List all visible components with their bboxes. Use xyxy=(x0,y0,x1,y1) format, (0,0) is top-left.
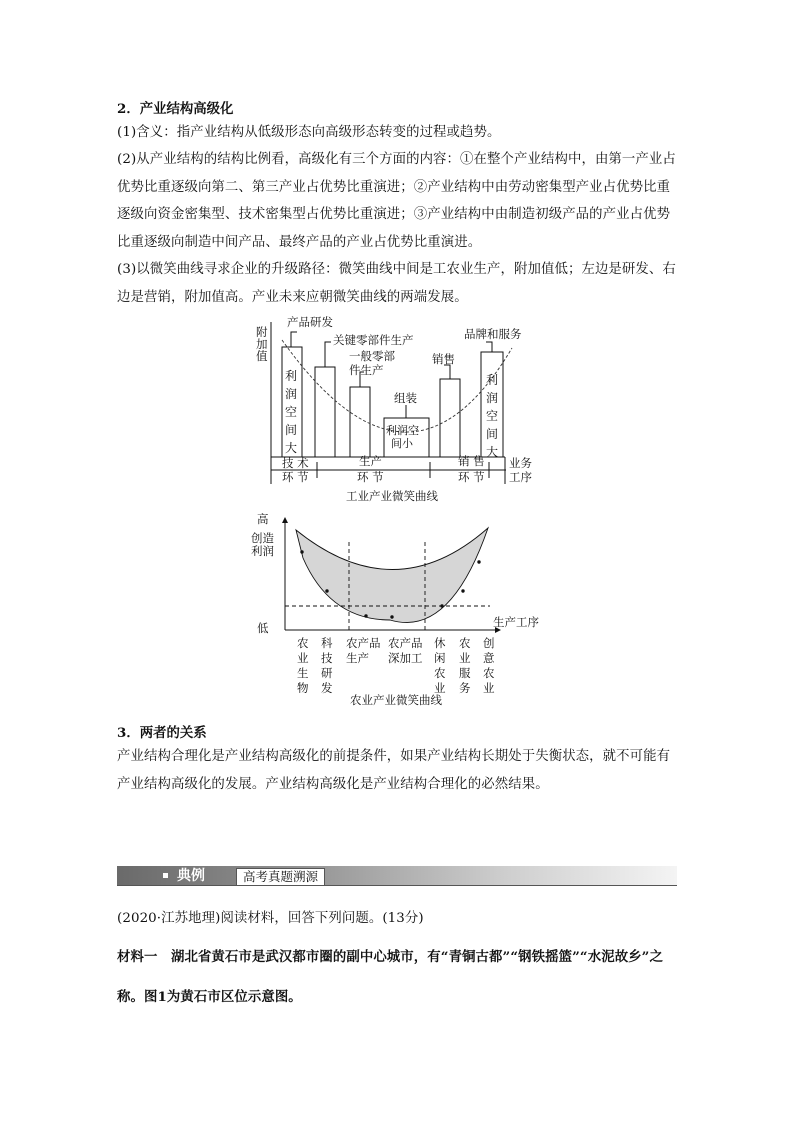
curve-point xyxy=(461,589,464,592)
category-label: 生 xyxy=(297,666,309,680)
bar-inner-text: 大 xyxy=(486,445,499,459)
bar-label: 关键零部件生产 xyxy=(333,333,414,347)
bar-inner-text: 润 xyxy=(285,387,298,401)
bar-inner-text: 利 xyxy=(486,373,499,387)
segment-label: 生产 xyxy=(359,454,382,468)
bar-label: 一般零部 xyxy=(349,349,395,363)
curve-point xyxy=(325,589,328,592)
bar-inner-text: 利 xyxy=(285,369,298,383)
industrial-smile-curve-figure xyxy=(250,312,550,504)
category-label: 农产品 xyxy=(346,636,381,650)
paragraph: (2)从产业结构的结构比例看，高级化有三个方面的内容：①在整个产业结构中，由第一产业占优势比重逐级向第二、第三产业占优势比重演进；②产业结构中由劳动密集型产业占优势比重逐级向资金密集型、技术密集型占优势比重演进；③产业结构中由制造初级产品的产业占优势比重逐级向制造中间产品、最终产品的产业占优势比重演进。 xyxy=(117,152,676,250)
paragraph: (1)含义：指产业结构从低级形态向高级形态转变的过程或趋势。 xyxy=(117,125,501,140)
question-intro: (2020·江苏地理)阅读材料，回答下列问题。(13分) xyxy=(117,911,424,926)
banner-tag: 高考真题溯源 xyxy=(236,868,325,886)
curve-point xyxy=(477,560,480,563)
bullet-icon xyxy=(163,873,168,878)
category-label: 农 xyxy=(297,636,309,650)
agricultural-smile-curve-figure xyxy=(246,506,556,712)
material-text: 材料一 湖北省黄石市是武汉都市圈的副中心城市，有“青铜古都”“钢铁摇篮”“水泥故乡”之称。图1为黄石市区位示意图。 xyxy=(117,949,663,1005)
category-label: 务 xyxy=(459,681,471,695)
category-label: 物 xyxy=(297,681,309,695)
category-label: 科 xyxy=(321,636,333,650)
segment-label: 技 术 xyxy=(282,456,309,470)
example-banner xyxy=(117,866,677,886)
figure-caption: 农业产业微笑曲线 xyxy=(350,693,442,707)
segment-label: 工序 xyxy=(509,470,532,484)
segment-label: 环 节 xyxy=(282,470,309,484)
category-label: 业 xyxy=(297,651,309,665)
bar-inner-text: 大 xyxy=(285,441,298,455)
profit-band xyxy=(296,528,488,623)
bar-label: 销售 xyxy=(432,352,455,366)
category-label: 闲 xyxy=(434,651,446,665)
segment-label: 环 节 xyxy=(458,470,485,484)
category-label: 发 xyxy=(321,681,333,695)
y-axis-label: 附 xyxy=(256,325,268,339)
segment-label: 业务 xyxy=(509,456,532,470)
section-heading: 3．两者的关系 xyxy=(117,725,207,741)
bar-label: 品牌和服务 xyxy=(464,327,522,341)
high-label: 高 xyxy=(257,512,269,526)
x-axis-label: 生产工序 xyxy=(493,615,539,629)
curve-point xyxy=(364,614,367,617)
category-label: 业 xyxy=(459,651,471,665)
bar-label: 产品研发 xyxy=(287,315,333,329)
low-label: 低 xyxy=(257,621,269,635)
banner-title: 典例 xyxy=(177,868,205,884)
category-label: 创 xyxy=(483,636,495,650)
bar-inner-text: 空 xyxy=(486,409,499,423)
category-label: 休 xyxy=(434,636,446,650)
category-label: 农 xyxy=(459,636,471,650)
segment-label: 销 售 xyxy=(458,454,485,468)
paragraph: 产业结构合理化是产业结构高级化的前提条件，如果产业结构长期处于失衡状态，就不可能有产业结构高级化的发展。产业结构高级化是产业结构合理化的必然结果。 xyxy=(117,749,671,792)
bar-inner-text: 利润空 xyxy=(386,424,419,437)
bar-inner-text: 间 xyxy=(486,427,499,441)
bar-inner-text: 间小 xyxy=(391,437,413,450)
curve-point xyxy=(300,550,303,553)
curve-point xyxy=(390,615,393,618)
category-label: 研 xyxy=(321,666,333,680)
category-label: 意 xyxy=(483,651,495,665)
bar-label: 组装 xyxy=(394,391,417,405)
category-label: 业 xyxy=(483,681,495,695)
bar-inner-text: 间 xyxy=(285,423,298,437)
category-label: 生产 xyxy=(346,651,369,665)
figure-caption: 工业产业微笑曲线 xyxy=(346,489,438,503)
y-axis-label: 值 xyxy=(256,349,268,363)
category-label: 业 xyxy=(434,681,446,695)
category-label: 深加工 xyxy=(388,651,423,665)
y-axis-label: 加 xyxy=(256,337,268,351)
profit-label: 利润 xyxy=(251,544,274,558)
profit-label: 创造 xyxy=(251,531,274,545)
bar-inner-text: 空 xyxy=(285,405,298,419)
bar-inner-text: 润 xyxy=(486,391,499,405)
section-heading: 2．产业结构高级化 xyxy=(117,101,234,117)
category-label: 农 xyxy=(483,666,495,680)
paragraph: (3)以微笑曲线寻求企业的升级路径：微笑曲线中间是工农业生产，附加值低；左边是研发、右边是营销，附加值高。产业未来应朝微笑曲线的两端发展。 xyxy=(117,262,676,305)
curve-point xyxy=(440,604,443,607)
bar-label: 件生产 xyxy=(349,363,384,377)
category-label: 服 xyxy=(459,666,471,680)
category-label: 技 xyxy=(321,651,333,665)
category-label: 农 xyxy=(434,666,446,680)
category-label: 农产品 xyxy=(388,636,423,650)
segment-label: 环 节 xyxy=(357,470,384,484)
